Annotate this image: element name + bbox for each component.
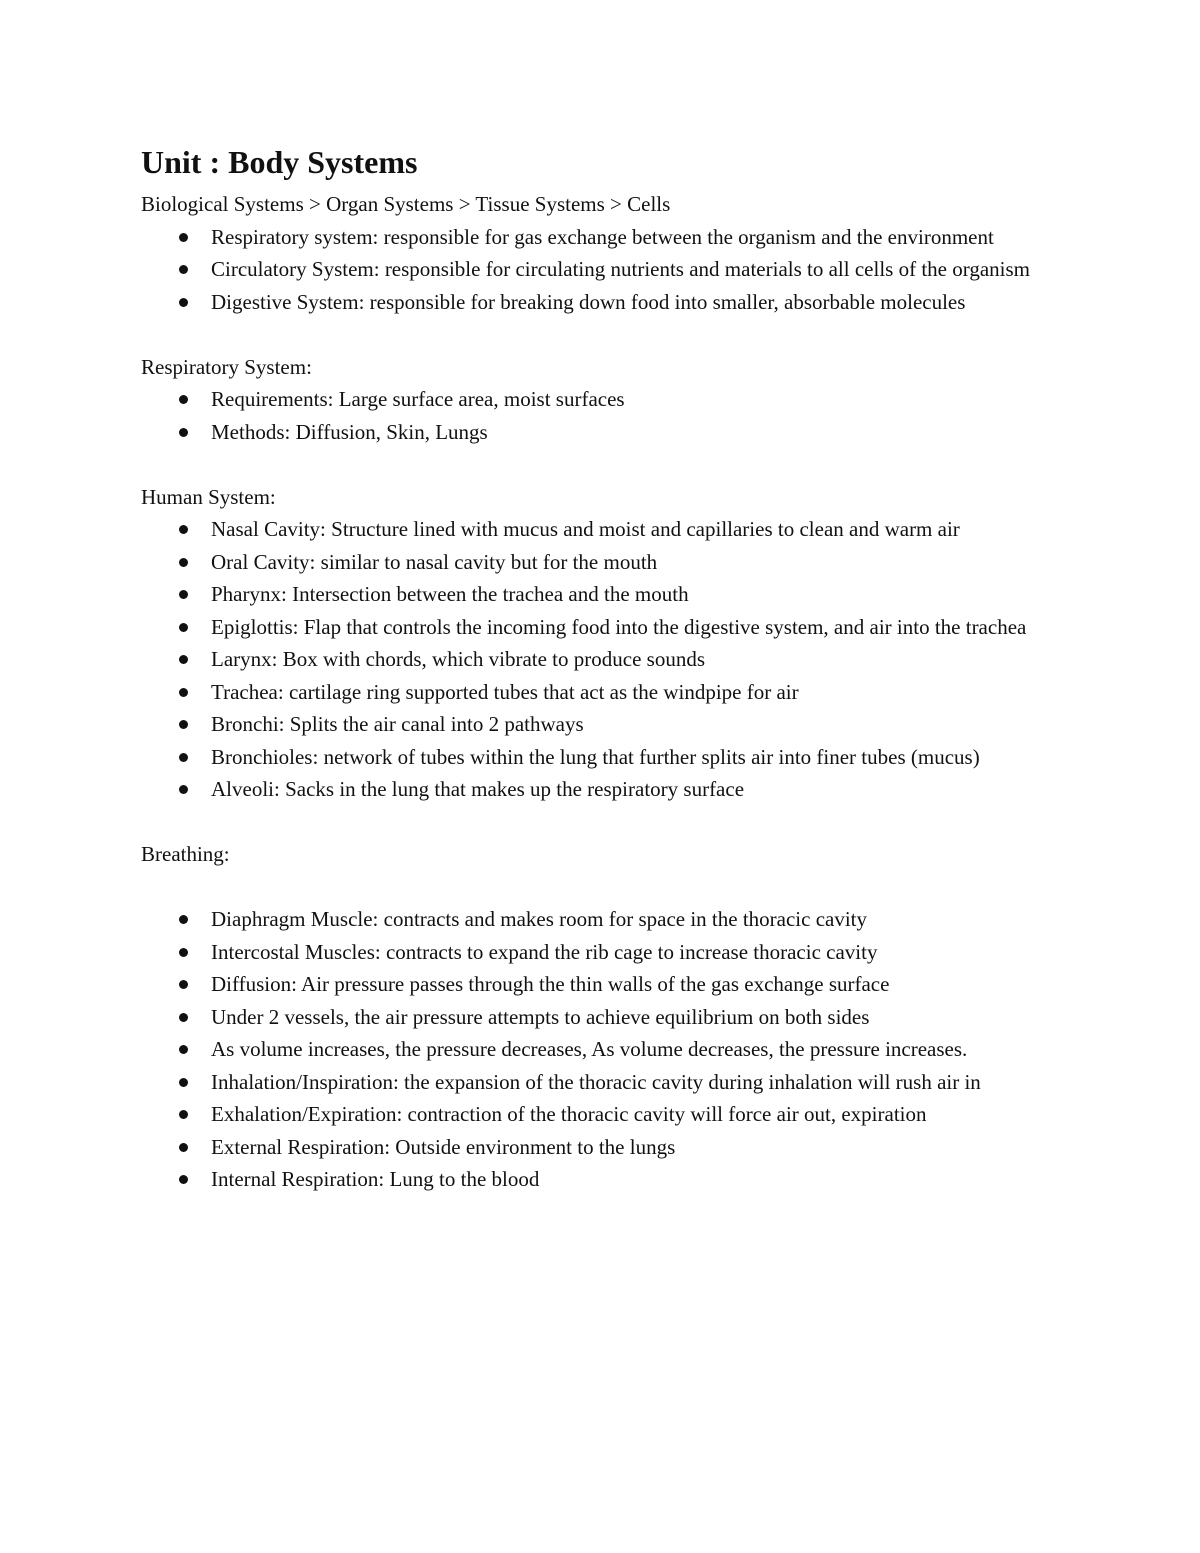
bullet-icon (179, 1013, 188, 1022)
bullet-icon (179, 623, 188, 632)
bullet-icon (179, 558, 188, 567)
list-item-text: Bronchi: Splits the air canal into 2 pathways (211, 712, 584, 736)
list-item (141, 611, 1071, 644)
list-item (141, 546, 1071, 579)
bullet-icon (179, 655, 188, 664)
blank-line (141, 806, 1071, 839)
list-item-text: Oral Cavity: similar to nasal cavity but for the mouth (211, 549, 658, 574)
bullet-icon (179, 428, 188, 437)
list-item-text: Digestive System: responsible for breaking down food into smaller, absorbable molecules (211, 289, 966, 314)
list-item (141, 1033, 1071, 1066)
list-item-text: Circulatory System: responsible for circulating nutrients and materials to all cells of the organism (211, 257, 1030, 281)
blank-line (141, 871, 1071, 904)
bullet-icon (179, 1175, 188, 1184)
list-item-text: Respiratory system: responsible for gas exchange between the organism and the environment (211, 224, 994, 249)
list-item (141, 1131, 1071, 1164)
list-item-text: Nasal Cavity: Structure lined with mucus and moist and capillaries to clean and warm air (211, 517, 960, 541)
bullet-icon (179, 1045, 188, 1054)
blank-line (141, 448, 1071, 481)
list-item-text: Pharynx: Intersection between the trachea and the mouth (211, 582, 689, 606)
human-system-list (141, 513, 1071, 806)
bullet-icon (179, 298, 188, 307)
list-item-text: Internal Respiration: Lung to the blood (211, 1167, 540, 1191)
list-item-text: External Respiration: Outside environment to the lungs (211, 1134, 676, 1159)
list-item-text: As volume increases, the pressure decreases, As volume decreases, the pressure increases. (211, 1037, 968, 1061)
list-item (141, 578, 1071, 611)
list-item-text: Diffusion: Air pressure passes through the thin walls of the gas exchange surface (211, 972, 890, 996)
list-item (141, 383, 1071, 416)
bullet-icon (179, 1078, 188, 1087)
list-item (141, 286, 1071, 319)
bullet-icon (179, 590, 188, 599)
list-item (141, 741, 1071, 774)
human-system-heading: Human System: (141, 484, 276, 509)
list-item-text: Under 2 vessels, the air pressure attempts to achieve equilibrium on both sides (211, 1004, 870, 1029)
list-item (141, 936, 1071, 969)
hierarchy-line: Biological Systems > Organ Systems > Tissue Systems > Cells (141, 192, 671, 216)
list-item (141, 416, 1071, 449)
document-page (141, 140, 1071, 1196)
list-item-text: Inhalation/Inspiration: the expansion of the thoracic cavity during inhalation will rush air in (211, 1069, 981, 1094)
bullet-icon (179, 525, 188, 534)
bullet-icon (179, 720, 188, 729)
bullet-icon (179, 233, 188, 242)
bullet-icon (179, 948, 188, 957)
list-item-text: Exhalation/Expiration: contraction of the thoracic cavity will force air out, expiration (211, 1102, 927, 1126)
list-item (141, 643, 1071, 676)
bullet-icon (179, 688, 188, 697)
list-item-text: Larynx: Box with chords, which vibrate to produce sounds (211, 647, 705, 671)
list-item (141, 221, 1071, 254)
list-item-text: Bronchioles: network of tubes within the lung that further splits air into finer tubes (mucus) (211, 744, 980, 769)
page-title: Unit : Body Systems (141, 144, 418, 180)
list-item-text: Intercostal Muscles: contracts to expand the rib cage to increase thoracic cavity (211, 939, 878, 964)
bullet-icon (179, 1110, 188, 1119)
bullet-icon (179, 265, 188, 274)
bullet-icon (179, 980, 188, 989)
respiratory-heading: Respiratory System: (141, 354, 312, 379)
list-item (141, 708, 1071, 741)
list-item-text: Alveoli: Sacks in the lung that makes up the respiratory surface (211, 777, 745, 801)
list-item-text: Requirements: Large surface area, moist surfaces (211, 387, 625, 411)
bullet-icon (179, 785, 188, 794)
breathing-heading: Breathing: (141, 842, 230, 866)
list-item (141, 676, 1071, 709)
list-item (141, 773, 1071, 806)
list-item (141, 253, 1071, 286)
list-item (141, 1098, 1071, 1131)
list-item (141, 968, 1071, 1001)
respiratory-list (141, 383, 1071, 448)
bullet-icon (179, 1143, 188, 1152)
list-item-text: Trachea: cartilage ring supported tubes that act as the windpipe for air (211, 679, 799, 704)
breathing-list (141, 903, 1071, 1196)
list-item (141, 1001, 1071, 1034)
bullet-icon (179, 395, 188, 404)
list-item-text: Diaphragm Muscle: contracts and makes room for space in the thoracic cavity (211, 907, 868, 931)
list-item (141, 513, 1071, 546)
blank-line (141, 318, 1071, 351)
bullet-icon (179, 915, 188, 924)
list-item (141, 903, 1071, 936)
overview-list (141, 221, 1071, 319)
list-item (141, 1066, 1071, 1099)
list-item-text: Methods: Diffusion, Skin, Lungs (211, 419, 488, 444)
list-item (141, 1163, 1071, 1196)
list-item-text: Epiglottis: Flap that controls the incoming food into the digestive system, and air into the trachea (211, 614, 1027, 639)
bullet-icon (179, 753, 188, 762)
